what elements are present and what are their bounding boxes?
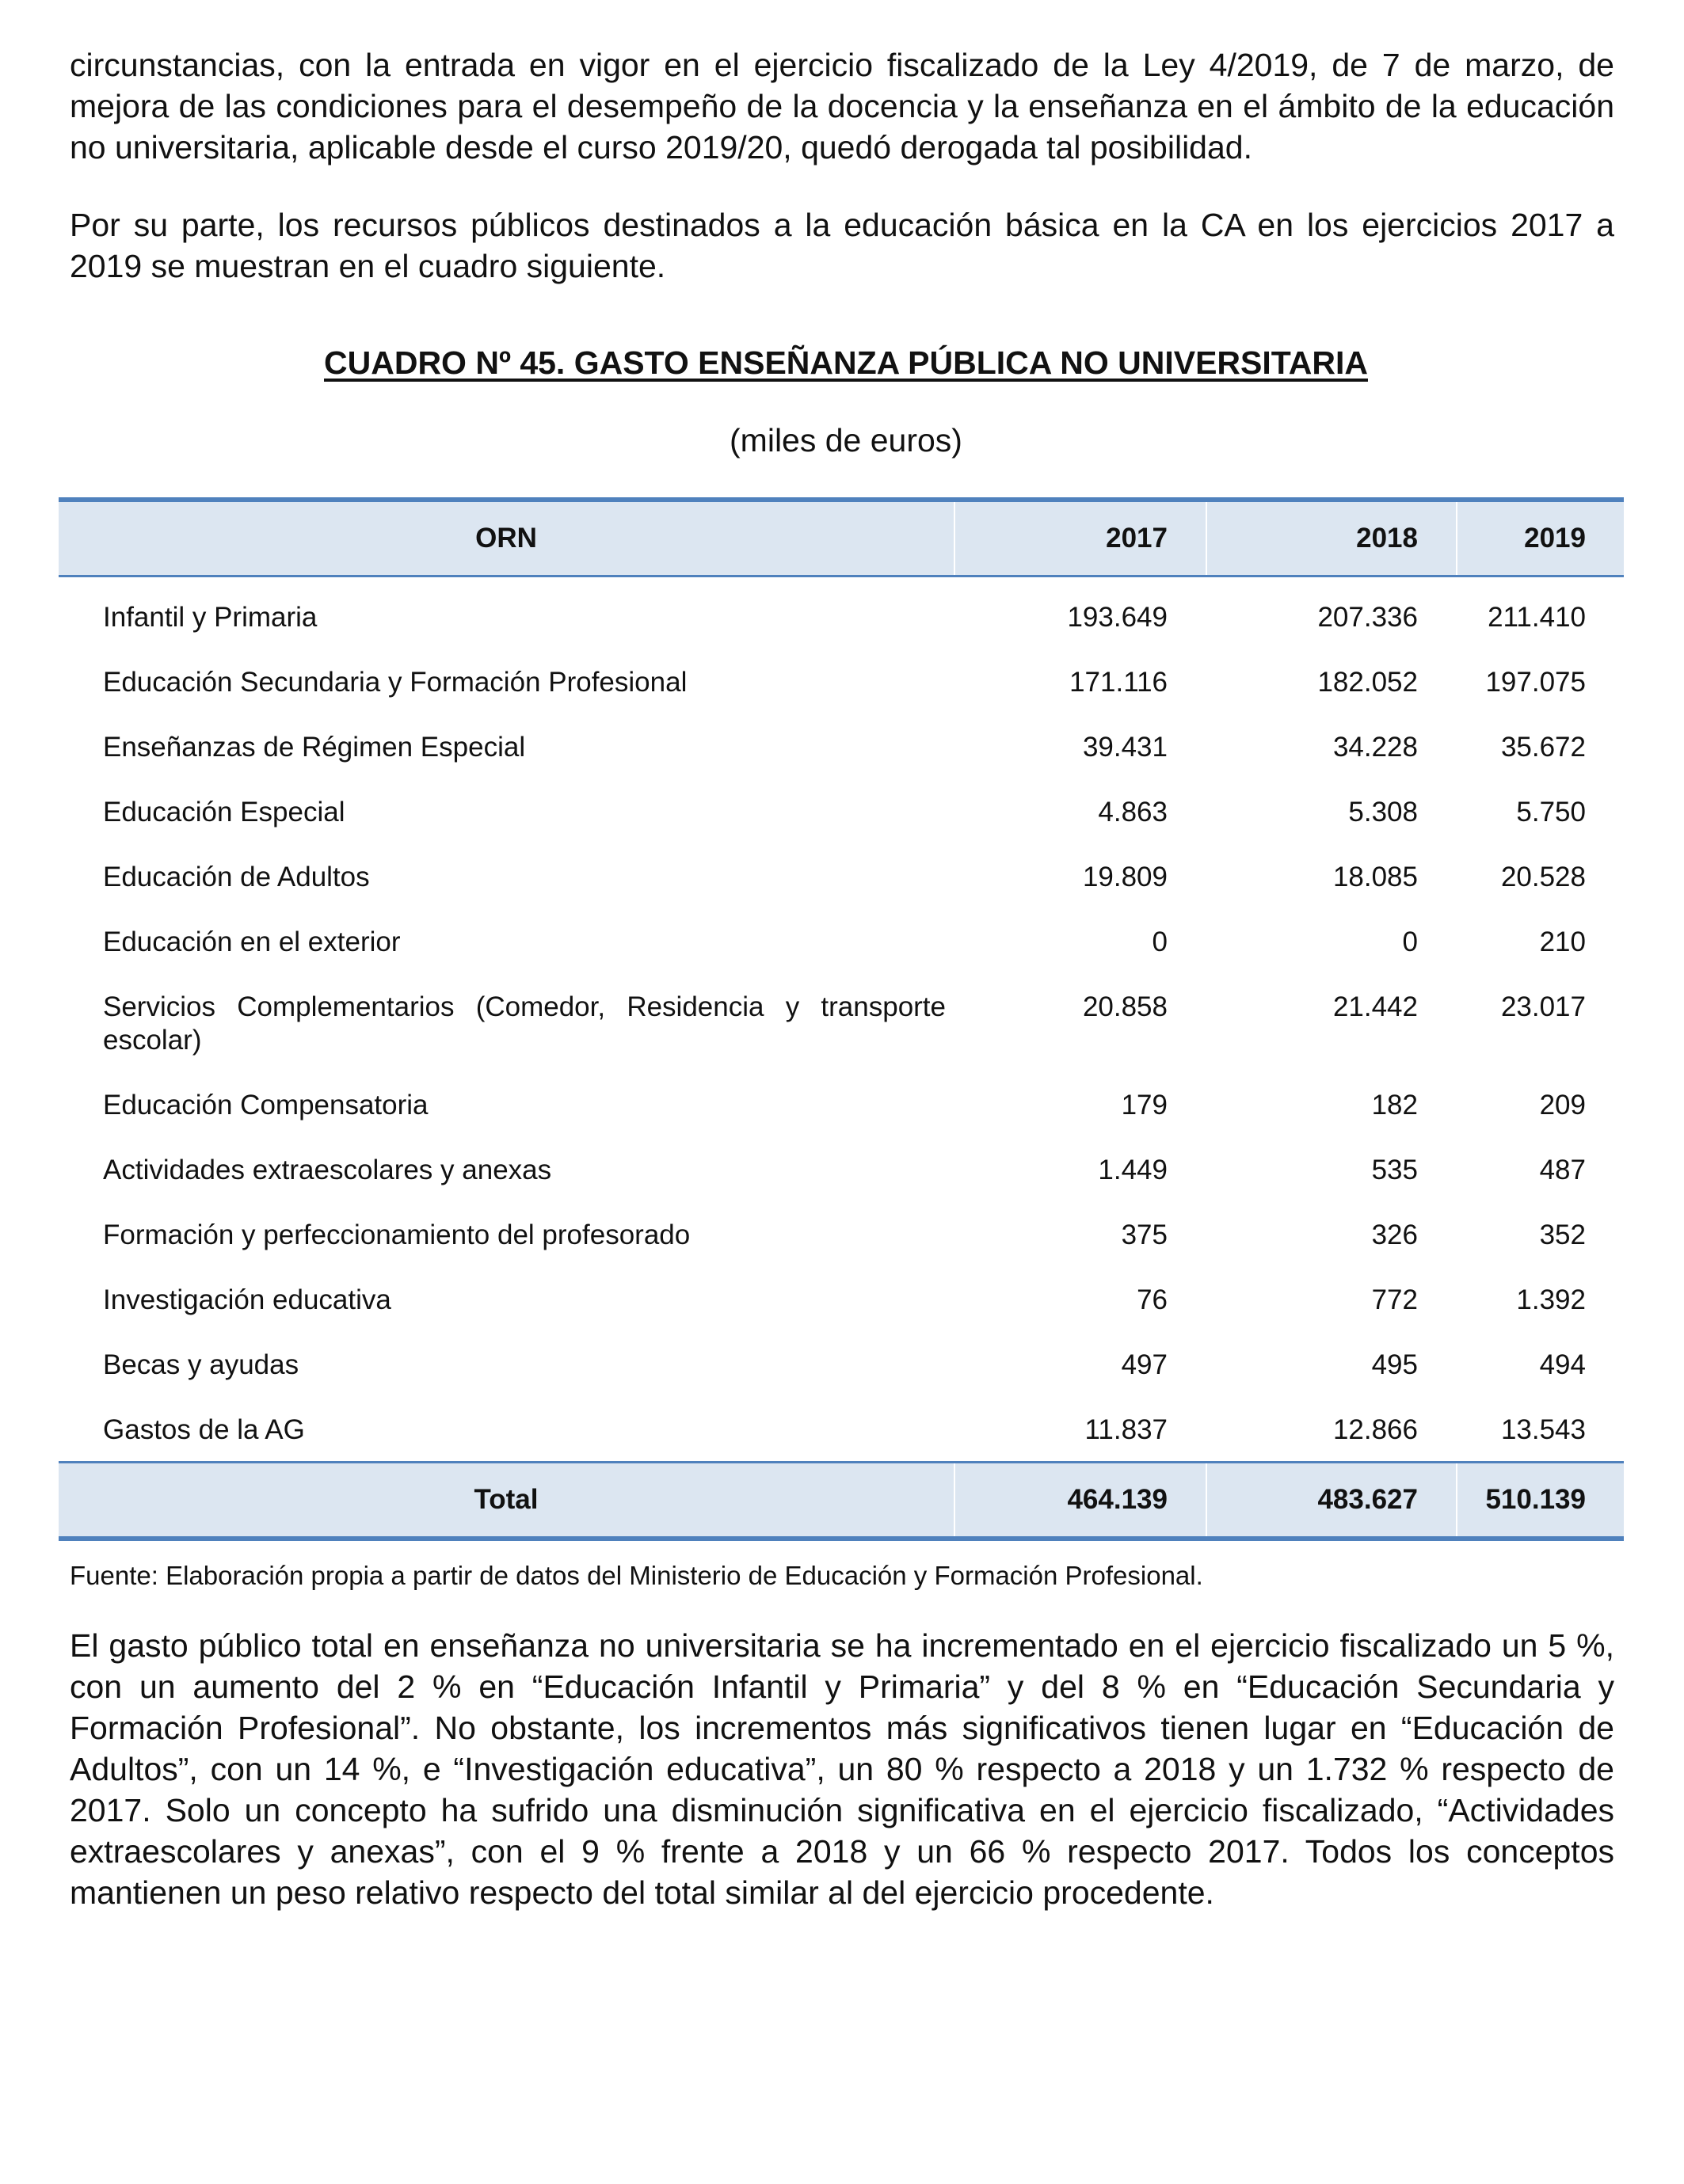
- row-value-2018: 772: [1206, 1260, 1456, 1325]
- table-row: [59, 576, 1624, 643]
- row-value-2019: 487: [1456, 1130, 1624, 1195]
- total-value-2017: 464.139: [954, 1463, 1206, 1539]
- row-value-2018: 182: [1206, 1065, 1456, 1130]
- table-body: [59, 576, 1624, 1463]
- table-row: [59, 707, 1624, 772]
- row-label: Educación Compensatoria: [103, 1090, 429, 1121]
- row-value-2017: 20.858: [954, 967, 1206, 1065]
- row-value-2019: 13.543: [1456, 1390, 1624, 1463]
- row-label: Actividades extraescolares y anexas: [103, 1155, 552, 1185]
- row-value-2017: 171.116: [954, 642, 1206, 707]
- row-value-2017: 39.431: [954, 707, 1206, 772]
- total-value-2019: 510.139: [1456, 1463, 1624, 1539]
- table-footer: [59, 1463, 1624, 1539]
- row-label: Formación y perfeccionamiento del profesorado: [103, 1219, 691, 1250]
- table-source-note: Fuente: Elaboración propia a partir de datos del Ministerio de Educación y Formación Profesional.: [70, 1561, 1203, 1590]
- row-value-2018: 0: [1206, 902, 1456, 967]
- row-value-2017: 193.649: [954, 576, 1206, 643]
- table-row: [59, 772, 1624, 837]
- row-value-2018: 34.228: [1206, 707, 1456, 772]
- row-label: Infantil y Primaria: [103, 602, 318, 633]
- table-row: [59, 1390, 1624, 1463]
- row-value-2018: 535: [1206, 1130, 1456, 1195]
- row-value-2017: 4.863: [954, 772, 1206, 837]
- row-value-2017: 76: [954, 1260, 1206, 1325]
- table-row: [59, 902, 1624, 967]
- row-value-2017: 497: [954, 1325, 1206, 1390]
- row-value-2018: 495: [1206, 1325, 1456, 1390]
- row-value-2018: 207.336: [1206, 576, 1456, 643]
- row-label: Enseñanzas de Régimen Especial: [103, 732, 526, 763]
- table-row: [59, 1065, 1624, 1130]
- row-label: Educación Secundaria y Formación Profesional: [103, 667, 688, 698]
- expense-table-container: [59, 497, 1624, 1541]
- row-label: Educación de Adultos: [103, 862, 370, 892]
- row-value-2017: 0: [954, 902, 1206, 967]
- analysis-paragraph: El gasto público total en enseñanza no universitaria se ha incrementado en el ejercicio fiscalizado un 5 %, con un aumento del 2 % en “Educación Infantil y Primaria” y del 8 % en “Educación Secundaria y Formación Profesional”. No obstante, los incrementos más significativos tienen lugar en “Educación de Adultos”, con un 14 %, e “Investigación educativa”, un 80 % respecto a 2018 y un 1.732 % respecto de 2017. Solo un concepto ha sufrido una disminución significativa en el ejercicio fiscalizado, “Actividades extraescolares y anexas”, con el 9 % frente a 2018 y un 66 % respecto 2017. Todos los conceptos mantienen un peso relativo respecto del total similar al del ejercicio procedente.: [70, 1627, 1614, 1911]
- row-value-2018: 18.085: [1206, 837, 1456, 902]
- row-value-2018: 21.442: [1206, 967, 1456, 1065]
- document-page: [70, 44, 1614, 1913]
- header-orn: ORN: [59, 500, 954, 576]
- header-year-2019: 2019: [1456, 500, 1624, 576]
- row-value-2019: 35.672: [1456, 707, 1624, 772]
- table-header-row: [59, 500, 1624, 576]
- row-value-2017: 1.449: [954, 1130, 1206, 1195]
- row-label: Gastos de la AG: [103, 1414, 305, 1445]
- table-header: [59, 500, 1624, 576]
- table-row: [59, 1195, 1624, 1260]
- row-value-2018: 326: [1206, 1195, 1456, 1260]
- row-label: Educación Especial: [103, 797, 345, 828]
- intro-paragraph-2: Por su parte, los recursos públicos destinados a la educación básica en la CA en los ejercicios 2017 a 2019 se muestran en el cuadro siguiente.: [70, 207, 1614, 284]
- table-row: [59, 1325, 1624, 1390]
- row-value-2017: 19.809: [954, 837, 1206, 902]
- table-row: [59, 1260, 1624, 1325]
- expense-table: [59, 497, 1624, 1541]
- row-label: Investigación educativa: [103, 1284, 391, 1315]
- total-row: [59, 1463, 1624, 1539]
- header-year-2018: 2018: [1206, 500, 1456, 576]
- header-year-2017: 2017: [954, 500, 1206, 576]
- row-value-2019: 494: [1456, 1325, 1624, 1390]
- table-units: (miles de euros): [730, 422, 962, 458]
- table-row: [59, 967, 1624, 1065]
- row-value-2019: 210: [1456, 902, 1624, 967]
- row-value-2019: 197.075: [1456, 642, 1624, 707]
- row-label: Becas y ayudas: [103, 1349, 299, 1380]
- intro-paragraph-1: circunstancias, con la entrada en vigor en el ejercicio fiscalizado de la Ley 4/2019, de 7 de marzo, de mejora de las condiciones para el desempeño de la docencia y la enseñanza en el ámbito de la educación no universitaria, aplicable desde el curso 2019/20, quedó derogada tal posibilidad.: [70, 47, 1614, 166]
- table-row: [59, 837, 1624, 902]
- row-value-2018: 182.052: [1206, 642, 1456, 707]
- row-value-2017: 179: [954, 1065, 1206, 1130]
- row-value-2017: 11.837: [954, 1390, 1206, 1463]
- table-row: [59, 1130, 1624, 1195]
- row-value-2019: 1.392: [1456, 1260, 1624, 1325]
- table-row: [59, 642, 1624, 707]
- row-value-2019: 352: [1456, 1195, 1624, 1260]
- total-label: Total: [59, 1463, 954, 1539]
- row-value-2019: 23.017: [1456, 967, 1624, 1065]
- row-value-2018: 12.866: [1206, 1390, 1456, 1463]
- row-value-2019: 20.528: [1456, 837, 1624, 902]
- row-label: Servicios Complementarios (Comedor, Residencia y transporte escolar): [103, 991, 946, 1056]
- row-value-2019: 209: [1456, 1065, 1624, 1130]
- row-value-2019: 5.750: [1456, 772, 1624, 837]
- row-label: Educación en el exterior: [103, 926, 401, 957]
- row-value-2019: 211.410: [1456, 576, 1624, 643]
- table-title: CUADRO Nº 45. GASTO ENSEÑANZA PÚBLICA NO UNIVERSITARIA: [324, 344, 1368, 381]
- row-value-2018: 5.308: [1206, 772, 1456, 837]
- row-value-2017: 375: [954, 1195, 1206, 1260]
- total-value-2018: 483.627: [1206, 1463, 1456, 1539]
